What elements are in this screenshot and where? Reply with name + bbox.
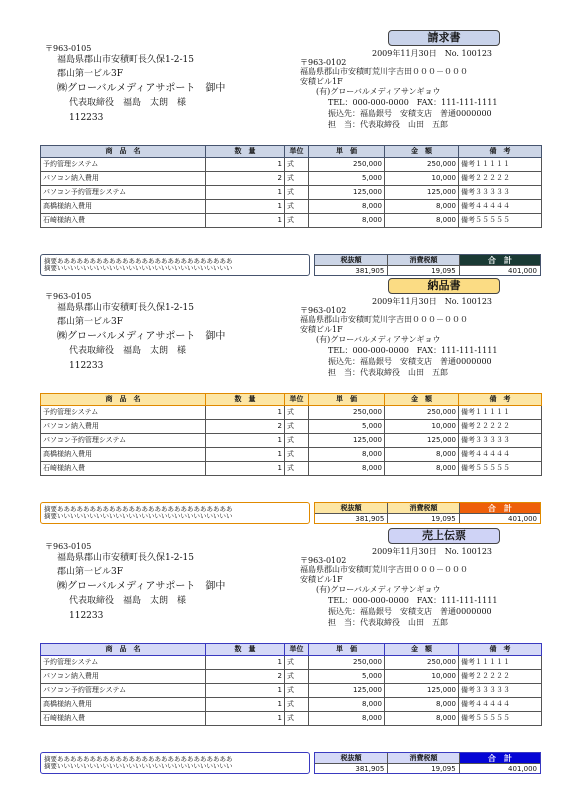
issuer-bank: 振込先：福島銀号 安積支店 普通0000000 xyxy=(328,357,492,367)
issuer-name: (有)グローバルメディアサンギョウ xyxy=(316,86,441,96)
total-column xyxy=(460,503,540,523)
issuer-address1: 福島県郡山市安積町荒川字吉田０００－０００ xyxy=(300,67,468,77)
item-note: 備考４４４４４ xyxy=(459,448,542,462)
issuer-representative: 担 当：代表取締役 山田 五郎 xyxy=(328,120,448,130)
header-item-name: 商 品 名 xyxy=(41,644,206,656)
item-name: パソコン納入費用 xyxy=(41,670,206,684)
header-amount: 金 額 xyxy=(385,394,459,406)
document-section xyxy=(0,26,566,275)
item-unit: 式 xyxy=(285,698,309,712)
document-title: 売上伝票 xyxy=(388,528,500,544)
issuer-name: (有)グローバルメディアサンギョウ xyxy=(316,334,441,344)
item-note: 備考２２２２２ xyxy=(459,172,542,186)
item-amount: 250,000 xyxy=(385,656,459,670)
item-unit: 式 xyxy=(285,462,309,476)
item-amount: 10,000 xyxy=(385,172,459,186)
document-title: 請求書 xyxy=(388,30,500,46)
customer-company: ㈱グローバルメディアサポート 御中 xyxy=(57,580,226,592)
customer-person: 代表取締役 福島 太朗 様 xyxy=(69,596,187,607)
items-table xyxy=(40,643,542,726)
total-value: 401,000 xyxy=(508,765,537,773)
item-unit: 式 xyxy=(285,712,309,726)
item-unit-price: 8,000 xyxy=(309,698,385,712)
header-quantity: 数 量 xyxy=(206,644,285,656)
item-unit: 式 xyxy=(285,448,309,462)
item-name: 石崎様納入費 xyxy=(41,214,206,228)
item-quantity: 2 xyxy=(206,420,285,434)
issuer-name: (有)グローバルメディアサンギョウ xyxy=(316,584,441,594)
issuer-block xyxy=(300,547,550,628)
memo-line: 摘要あああああああああああああああああああああああああああ xyxy=(44,755,233,763)
header-amount: 金 額 xyxy=(385,146,459,158)
header-quantity: 数 量 xyxy=(206,146,285,158)
item-amount: 8,000 xyxy=(385,200,459,214)
document-section xyxy=(0,524,566,773)
pre-tax-column xyxy=(315,753,388,773)
item-name: パソコン予約管理システム xyxy=(41,434,206,448)
items-header-row xyxy=(41,644,542,656)
item-amount: 8,000 xyxy=(385,214,459,228)
item-quantity: 1 xyxy=(206,200,285,214)
issuer-representative: 担 当：代表取締役 山田 五郎 xyxy=(328,618,448,628)
item-unit: 式 xyxy=(285,172,309,186)
item-name: 予約管理システム xyxy=(41,406,206,420)
table-row xyxy=(41,434,542,448)
issuer-zip: 〒963-0102 xyxy=(300,306,347,316)
issuer-representative: 担 当：代表取締役 山田 五郎 xyxy=(328,368,448,378)
customer-address2: 郡山第一ビル3F xyxy=(57,316,123,327)
item-unit: 式 xyxy=(285,420,309,434)
table-row xyxy=(41,200,542,214)
item-unit-price: 5,000 xyxy=(309,420,385,434)
item-unit-price: 8,000 xyxy=(309,462,385,476)
table-row xyxy=(41,172,542,186)
item-name: 石崎様納入費 xyxy=(41,712,206,726)
pre-tax-label: 税抜額 xyxy=(315,753,387,764)
item-name: 高橋様納入費用 xyxy=(41,698,206,712)
item-name: パソコン予約管理システム xyxy=(41,186,206,200)
memo-line: 摘要いいいいいいいいいいいいいいいいいいいいいいいいいいい xyxy=(44,264,233,273)
tax-value: 19,095 xyxy=(431,765,456,773)
item-note: 備考４４４４４ xyxy=(459,698,542,712)
item-unit: 式 xyxy=(285,684,309,698)
header-unit: 単位 xyxy=(285,146,309,158)
header-item-name: 商 品 名 xyxy=(41,146,206,158)
issue-date: 2009年11月30日 xyxy=(372,49,437,58)
issue-date-line xyxy=(300,49,550,58)
item-note: 備考５５５５５ xyxy=(459,712,542,726)
header-amount: 金 額 xyxy=(385,644,459,656)
issuer-address2: 安積ビル1F xyxy=(300,574,343,584)
issuer-bank: 振込先：福島銀号 安積支店 普通0000000 xyxy=(328,109,492,119)
tax-column xyxy=(388,753,459,773)
item-unit-price: 250,000 xyxy=(309,656,385,670)
issue-date-line xyxy=(300,547,550,556)
item-unit-price: 8,000 xyxy=(309,200,385,214)
tax-label: 消費税額 xyxy=(388,753,458,764)
customer-block xyxy=(45,542,305,621)
total-label: 合 計 xyxy=(460,753,540,764)
item-amount: 8,000 xyxy=(385,712,459,726)
customer-address2: 郡山第一ビル3F xyxy=(57,68,123,79)
document-section xyxy=(0,274,566,523)
header-unit-price: 単 価 xyxy=(309,644,385,656)
total-label: 合 計 xyxy=(460,255,540,266)
pre-tax-value: 381,905 xyxy=(355,765,385,773)
item-note: 備考２２２２２ xyxy=(459,420,542,434)
item-name: 予約管理システム xyxy=(41,158,206,172)
item-note: 備考４４４４４ xyxy=(459,200,542,214)
item-unit: 式 xyxy=(285,214,309,228)
customer-zip: 〒963-0105 xyxy=(45,44,92,53)
item-quantity: 1 xyxy=(206,434,285,448)
item-amount: 10,000 xyxy=(385,420,459,434)
item-quantity: 1 xyxy=(206,656,285,670)
item-note: 備考５５５５５ xyxy=(459,462,542,476)
total-value: 401,000 xyxy=(508,267,537,275)
customer-block xyxy=(45,44,305,123)
item-amount: 10,000 xyxy=(385,670,459,684)
customer-address1: 福島県郡山市安積町長久保1-2-15 xyxy=(57,55,194,66)
header-unit: 単位 xyxy=(285,394,309,406)
item-unit-price: 8,000 xyxy=(309,448,385,462)
item-quantity: 2 xyxy=(206,670,285,684)
item-name: パソコン予約管理システム xyxy=(41,684,206,698)
items-header-row xyxy=(41,146,542,158)
item-quantity: 1 xyxy=(206,406,285,420)
item-unit: 式 xyxy=(285,158,309,172)
items-table xyxy=(40,145,542,228)
issuer-block xyxy=(300,297,550,378)
document-title: 納品書 xyxy=(388,278,500,294)
customer-address2: 郡山第一ビル3F xyxy=(57,566,123,577)
issue-date: 2009年11月30日 xyxy=(372,297,437,306)
issuer-zip: 〒963-0102 xyxy=(300,58,347,68)
table-row xyxy=(41,448,542,462)
item-amount: 8,000 xyxy=(385,698,459,712)
tax-label: 消費税額 xyxy=(388,255,458,266)
item-unit-price: 8,000 xyxy=(309,712,385,726)
item-amount: 125,000 xyxy=(385,434,459,448)
total-label: 合 計 xyxy=(460,503,540,514)
item-quantity: 1 xyxy=(206,448,285,462)
item-amount: 250,000 xyxy=(385,406,459,420)
header-note: 備 考 xyxy=(459,644,542,656)
items-table xyxy=(40,393,542,476)
item-unit-price: 125,000 xyxy=(309,684,385,698)
issue-date-line xyxy=(300,297,550,306)
totals-box xyxy=(314,254,541,276)
item-amount: 250,000 xyxy=(385,158,459,172)
issue-date: 2009年11月30日 xyxy=(372,547,437,556)
item-unit-price: 125,000 xyxy=(309,186,385,200)
table-row xyxy=(41,698,542,712)
header-note: 備 考 xyxy=(459,146,542,158)
issuer-address1: 福島県郡山市安積町荒川字吉田０００－０００ xyxy=(300,565,468,575)
issuer-zip: 〒963-0102 xyxy=(300,556,347,566)
item-quantity: 1 xyxy=(206,214,285,228)
item-unit: 式 xyxy=(285,406,309,420)
customer-code: 112233 xyxy=(69,360,104,371)
document-number: No. 100123 xyxy=(444,547,493,556)
totals-box xyxy=(314,752,541,774)
item-name: パソコン納入費用 xyxy=(41,172,206,186)
totals-box xyxy=(314,502,541,524)
tax-label: 消費税額 xyxy=(388,503,458,514)
item-quantity: 1 xyxy=(206,712,285,726)
issuer-bank: 振込先：福島銀号 安積支店 普通0000000 xyxy=(328,607,492,617)
tax-column xyxy=(388,503,459,523)
table-row xyxy=(41,214,542,228)
table-row xyxy=(41,462,542,476)
item-note: 備考２２２２２ xyxy=(459,670,542,684)
item-quantity: 1 xyxy=(206,462,285,476)
pre-tax-column xyxy=(315,255,388,275)
item-quantity: 1 xyxy=(206,158,285,172)
item-name: パソコン納入費用 xyxy=(41,420,206,434)
item-quantity: 2 xyxy=(206,172,285,186)
items-header-row xyxy=(41,394,542,406)
item-quantity: 1 xyxy=(206,186,285,200)
header-unit: 単位 xyxy=(285,644,309,656)
memo-line: 摘要あああああああああああああああああああああああああああ xyxy=(44,257,233,265)
tax-column xyxy=(388,255,459,275)
item-amount: 125,000 xyxy=(385,684,459,698)
item-note: 備考３３３３３ xyxy=(459,186,542,200)
header-unit-price: 単 価 xyxy=(309,394,385,406)
item-unit-price: 5,000 xyxy=(309,670,385,684)
pre-tax-column xyxy=(315,503,388,523)
issuer-tel-fax: TEL：000-000-0000 FAX：111-111-1111 xyxy=(328,595,498,605)
item-unit-price: 125,000 xyxy=(309,434,385,448)
header-note: 備 考 xyxy=(459,394,542,406)
memo-line: 摘要いいいいいいいいいいいいいいいいいいいいいいいいいいい xyxy=(44,762,233,771)
header-quantity: 数 量 xyxy=(206,394,285,406)
issuer-address2: 安積ビル1F xyxy=(300,76,343,86)
item-name: 高橋様納入費用 xyxy=(41,448,206,462)
memo-box xyxy=(40,254,310,276)
customer-block xyxy=(45,292,305,371)
tax-value: 19,095 xyxy=(431,515,456,523)
item-amount: 8,000 xyxy=(385,448,459,462)
memo-line: 摘要いいいいいいいいいいいいいいいいいいいいいいいいいいい xyxy=(44,512,233,521)
header-item-name: 商 品 名 xyxy=(41,394,206,406)
item-unit-price: 8,000 xyxy=(309,214,385,228)
item-amount: 8,000 xyxy=(385,462,459,476)
customer-company: ㈱グローバルメディアサポート 御中 xyxy=(57,82,226,94)
item-note: 備考１１１１１ xyxy=(459,656,542,670)
table-row xyxy=(41,158,542,172)
pre-tax-value: 381,905 xyxy=(355,267,385,275)
issuer-tel-fax: TEL：000-000-0000 FAX：111-111-1111 xyxy=(328,97,498,107)
issuer-address1: 福島県郡山市安積町荒川字吉田０００－０００ xyxy=(300,315,468,325)
table-row xyxy=(41,420,542,434)
item-unit: 式 xyxy=(285,656,309,670)
customer-code: 112233 xyxy=(69,112,104,123)
memo-line: 摘要あああああああああああああああああああああああああああ xyxy=(44,505,233,513)
issuer-address2: 安積ビル1F xyxy=(300,324,343,334)
memo-box xyxy=(40,752,310,774)
customer-zip: 〒963-0105 xyxy=(45,292,92,301)
customer-person: 代表取締役 福島 太朗 様 xyxy=(69,346,187,357)
item-unit: 式 xyxy=(285,186,309,200)
item-amount: 125,000 xyxy=(385,186,459,200)
table-row xyxy=(41,656,542,670)
customer-zip: 〒963-0105 xyxy=(45,542,92,551)
total-value: 401,000 xyxy=(508,515,537,523)
item-note: 備考５５５５５ xyxy=(459,214,542,228)
header-unit-price: 単 価 xyxy=(309,146,385,158)
total-column xyxy=(460,753,540,773)
item-name: 高橋様納入費用 xyxy=(41,200,206,214)
pre-tax-label: 税抜額 xyxy=(315,503,387,514)
issuer-tel-fax: TEL：000-000-0000 FAX：111-111-1111 xyxy=(328,345,498,355)
item-quantity: 1 xyxy=(206,684,285,698)
item-name: 予約管理システム xyxy=(41,656,206,670)
table-row xyxy=(41,684,542,698)
customer-code: 112233 xyxy=(69,610,104,621)
document-number: No. 100123 xyxy=(444,297,493,306)
customer-person: 代表取締役 福島 太朗 様 xyxy=(69,98,187,109)
pre-tax-label: 税抜額 xyxy=(315,255,387,266)
item-unit-price: 250,000 xyxy=(309,158,385,172)
table-row xyxy=(41,406,542,420)
tax-value: 19,095 xyxy=(431,267,456,275)
issuer-block xyxy=(300,49,550,130)
item-unit-price: 250,000 xyxy=(309,406,385,420)
item-unit: 式 xyxy=(285,670,309,684)
item-note: 備考１１１１１ xyxy=(459,406,542,420)
total-column xyxy=(460,255,540,275)
item-note: 備考３３３３３ xyxy=(459,434,542,448)
item-unit: 式 xyxy=(285,200,309,214)
customer-address1: 福島県郡山市安積町長久保1-2-15 xyxy=(57,553,194,564)
table-row xyxy=(41,186,542,200)
item-note: 備考３３３３３ xyxy=(459,684,542,698)
document-number: No. 100123 xyxy=(444,49,493,58)
customer-address1: 福島県郡山市安積町長久保1-2-15 xyxy=(57,303,194,314)
table-row xyxy=(41,712,542,726)
table-row xyxy=(41,670,542,684)
item-unit-price: 5,000 xyxy=(309,172,385,186)
pre-tax-value: 381,905 xyxy=(355,515,385,523)
memo-box xyxy=(40,502,310,524)
item-unit: 式 xyxy=(285,434,309,448)
item-quantity: 1 xyxy=(206,698,285,712)
customer-company: ㈱グローバルメディアサポート 御中 xyxy=(57,330,226,342)
item-note: 備考１１１１１ xyxy=(459,158,542,172)
item-name: 石崎様納入費 xyxy=(41,462,206,476)
